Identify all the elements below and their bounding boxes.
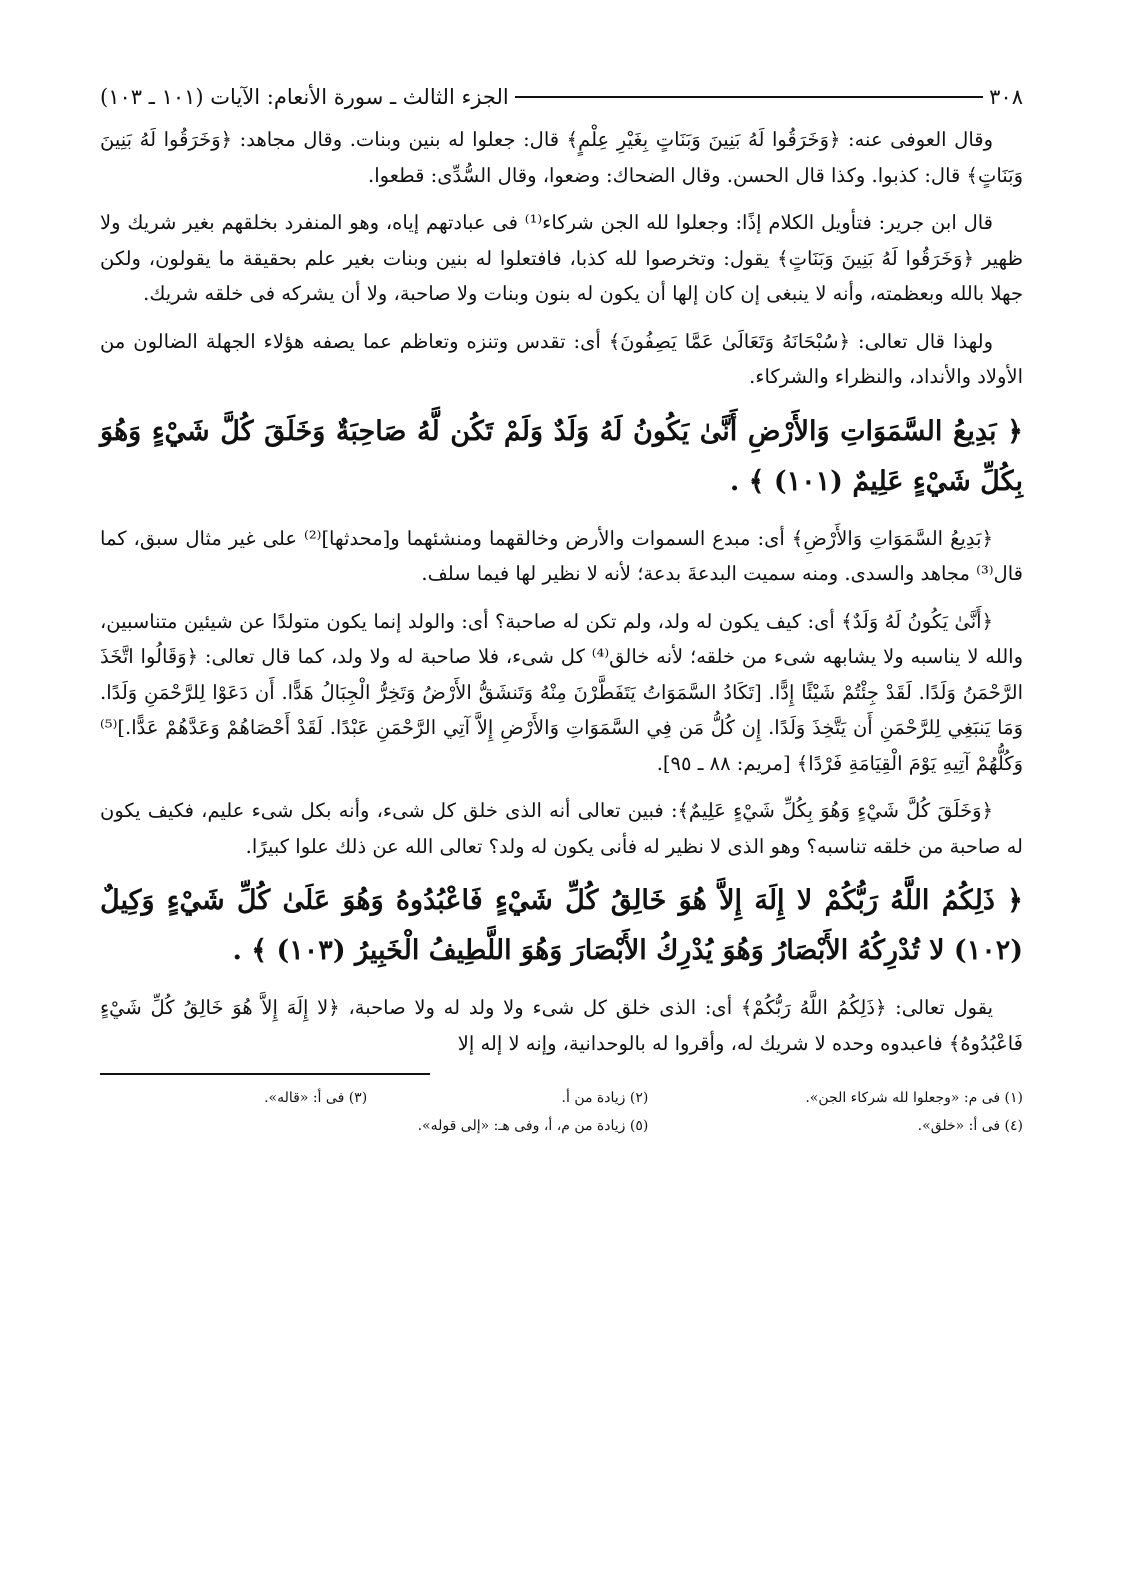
paragraph-5: ﴿أَنَّىٰ يَكُونُ لَهُ وَلَدٌ﴾ أى: كيف يكون له ولد، ولم تكن له صاحبة؟ أى: والولد إنما يكون متولدًا عن شيئين متناسبين، والله لا يناسبه ولا يشابهه شىء من خلقه؛ لأنه خالق⁽⁴⁾ كل شىء، فلا صاحبة له ولا ولد، كما قال تعالى: ﴿وَقَالُوا اتَّخَذَ الرَّحْمَنُ وَلَدًا. لَقَدْ جِئْتُمْ شَيْئًا إِدًّا. [تَكَادُ السَّمَوَاتُ يَتَفَطَّرْنَ مِنْهُ وَتَنشَقُّ الأَرْضُ وَتَخِرُّ الْجِبَالُ هَدًّا. أَن دَعَوْا لِلرَّحْمَنِ وَلَدًا. وَمَا يَنبَغِي لِلرَّحْمَنِ أَن يَتَّخِذَ وَلَدًا. إِن كُلُّ مَن فِي السَّمَوَاتِ وَالأَرْضِ إِلاَّ آتِي الرَّحْمَنِ عَبْدًا. لَقَدْ أَحْصَاهُمْ وَعَدَّهُمْ عَدًّا.]⁽⁵⁾ وَكُلُّهُمْ آتِيهِ يَوْمَ الْقِيَامَةِ فَرْدًا﴾ [مريم: ٨٨ ـ ٩٥]. xyxy=(100,609,1023,775)
footnote-rule xyxy=(100,1073,430,1075)
header-rule xyxy=(515,96,983,98)
paragraph-7: يقول تعالى: ﴿ذَلِكُمُ اللَّهُ رَبُّكُمْ﴾ أى: الذى خلق كل شىء ولا ولد له ولا صاحبة، ﴿لا إِلَهَ إِلاَّ هُوَ خَالِقُ كُلِّ شَيْءٍ فَاعْبُدُوهُ﴾ فاعبدوه وحده لا شريك له، وأقروا له بالوحدانية، وإنه لا إله إلا xyxy=(100,996,1023,1055)
footnote-3: (٣) فى أ: «قاله». xyxy=(264,1090,368,1106)
quran-verse-101: ﴿ بَدِيعُ السَّمَوَاتِ وَالأَرْضِ أَنَّىٰ يَكُونُ لَهُ وَلَدٌ وَلَمْ تَكُن لَّهُ صَاحِبَةٌ وَخَلَقَ كُلَّ شَيْءٍ وَهُوَ بِكُلِّ شَيْءٍ عَلِيمٌ (١٠١) ﴾ . xyxy=(100,415,1023,497)
paragraph-1: وقال العوفى عنه: ﴿وَخَرَقُوا لَهُ بَنِينَ وَبَنَاتٍ بِغَيْرِ عِلْمٍ﴾ قال: جعلوا له بنين وبنات. وقال مجاهد: ﴿وَخَرَقُوا لَهُ بَنِينَ وَبَنَاتٍ﴾ قال: كذبوا. وكذا قال الحسن. وقال الضحاك: وضعوا، وقال السُّدِّى: قطعوا. xyxy=(100,128,1023,187)
header-title: الجزء الثالث ـ سورة الأنعام: الآيات (١٠١ ـ ١٠٣) xyxy=(100,85,509,109)
footnote-1: (١) فى م: «وجعلوا لله شركاء الجن». xyxy=(805,1090,1023,1106)
paragraph-2: قال ابن جرير: فتأويل الكلام إذًا: وجعلوا لله الجن شركاء⁽¹⁾ فى عبادتهم إياه، وهو المنفرد بخلقهم بغير شريك ولا ظهير ﴿وَخَرَقُوا لَهُ بَنِينَ وَبَنَاتٍ﴾ يقول: وتخرصوا لله كذبا، فافتعلوا له بنين وبنات بغير علم بحقيقة ما يقولون، ولكن جهلا بالله وبعظمته، وأنه لا ينبغى إن كان إلها أن يكون له بنون وبنات ولا صاحبة، ولا أن يشركه فى خلقه شريك. xyxy=(100,211,1023,305)
paragraph-3: ولهذا قال تعالى: ﴿سُبْحَانَهُ وَتَعَالَىٰ عَمَّا يَصِفُونَ﴾ أى: تقدس وتنزه وتعاظم عما يصفه هؤلاء الجهلة الضالون من الأولاد والأنداد، والنظراء والشركاء. xyxy=(100,329,1023,388)
footnote-5: (٥) زيادة من م، أ، وفى هـ: «إلى قوله». xyxy=(417,1118,649,1134)
page-number: ٣٠٨ xyxy=(989,85,1023,109)
footnotes xyxy=(100,1087,1023,1137)
running-header xyxy=(100,80,1023,114)
quran-verse-102-103: ﴿ ذَلِكُمُ اللَّهُ رَبُّكُمْ لا إِلَهَ إِلاَّ هُوَ خَالِقُ كُلِّ شَيْءٍ فَاعْبُدُوهُ وَهُوَ عَلَىٰ كُلِّ شَيْءٍ وَكِيلٌ (١٠٢) لا تُدْرِكُهُ الأَبْصَارُ وَهُوَ يُدْرِكُ الأَبْصَارَ وَهُوَ اللَّطِيفُ الْخَبِيرُ (١٠٣) ﴾ . xyxy=(100,885,1023,966)
paragraph-4: ﴿بَدِيعُ السَّمَوَاتِ وَالأَرْضِ﴾ أى: مبدع السموات والأرض وخالقهما ومنشئهما و[محدثها]⁽²⁾ على غير مثال سبق، كما قال⁽³⁾ مجاهد والسدى. ومنه سميت البدعةَ بدعة؛ لأنه لا نظير لها فيما سلف. xyxy=(100,526,1023,585)
footnote-2: (٢) زيادة من أ. xyxy=(561,1090,649,1106)
footnote-4: (٤) فى أ: «خلق». xyxy=(917,1118,1023,1134)
paragraph-6: ﴿وَخَلَقَ كُلَّ شَيْءٍ وَهُوَ بِكُلِّ شَيْءٍ عَلِيمٌ﴾: فبين تعالى أنه الذى خلق كل شىء، وأنه بكل شىء عليم، فكيف يكون له صاحبة من خلقه تناسبه؟ وهو الذى لا نظير له فأنى يكون له ولد؟ تعالى الله عن ذلك علوا كبيرًا. xyxy=(100,799,1023,858)
